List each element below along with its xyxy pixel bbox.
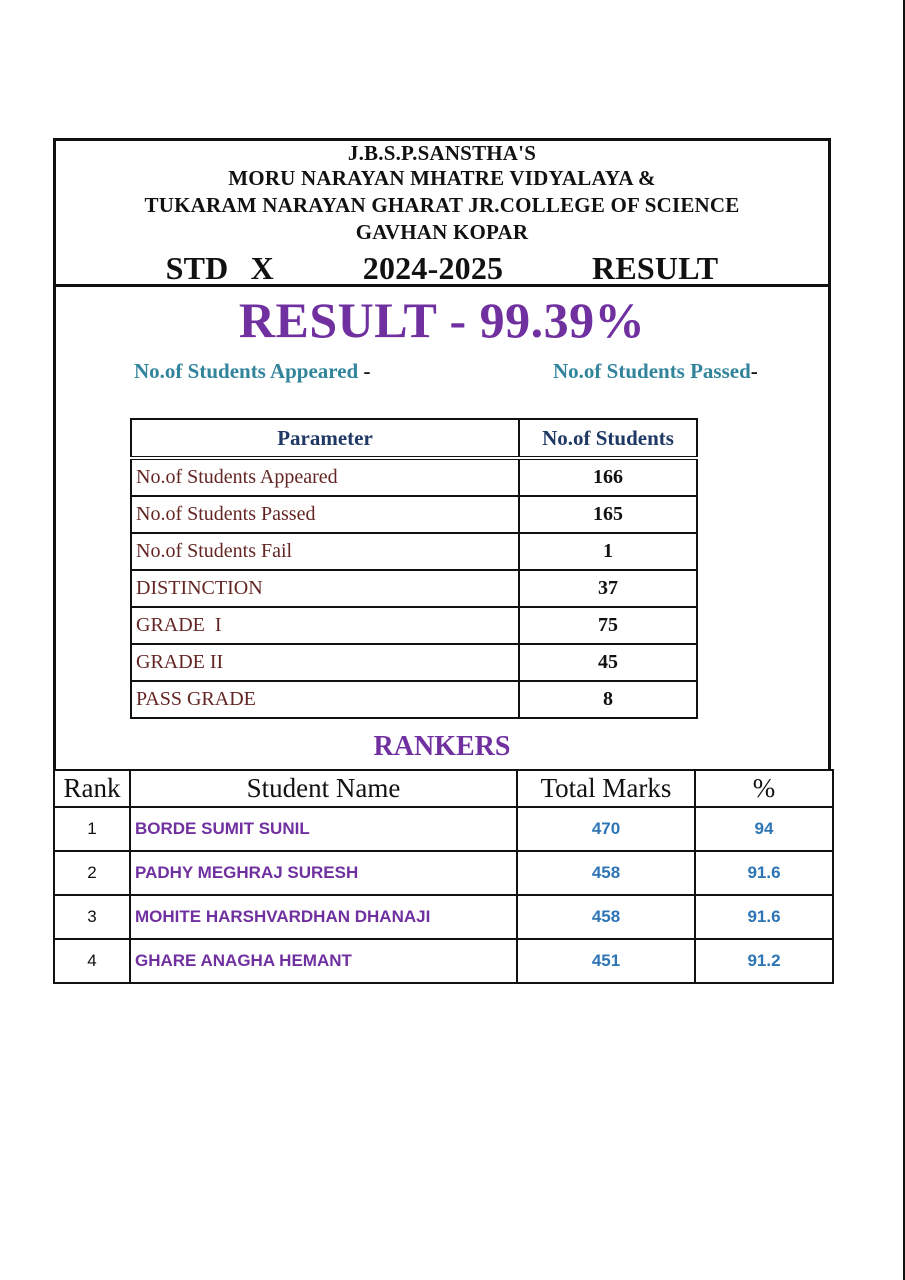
- parameter-label: No.of Students Fail: [131, 533, 519, 570]
- parameter-label: PASS GRADE: [131, 681, 519, 718]
- table-row: [131, 496, 697, 533]
- rank-cell: 2: [54, 851, 130, 895]
- overall-result-percent: RESULT - 99.39%: [238, 292, 646, 348]
- rank-cell: 4: [54, 939, 130, 983]
- rank-column-header: Rank: [54, 770, 130, 807]
- parameter-value: 45: [519, 644, 697, 681]
- parameter-value: 165: [519, 496, 697, 533]
- result-body: [53, 287, 831, 769]
- parameter-value: 1: [519, 533, 697, 570]
- result-sheet: [53, 138, 831, 769]
- table-row: [131, 644, 697, 681]
- parameter-value: 37: [519, 570, 697, 607]
- parameter-label: DISTINCTION: [131, 570, 519, 607]
- college-name: TUKARAM NARAYAN GHARAT JR.COLLEGE OF SCIENCE: [144, 193, 740, 217]
- percent-cell: 94: [695, 807, 833, 851]
- passed-label: No.of Students Passed: [553, 359, 751, 383]
- table-row: [131, 607, 697, 644]
- student-name-cell: PADHY MEGHRAJ SURESH: [130, 851, 517, 895]
- table-row: [131, 681, 697, 718]
- trust-name: J.B.S.P.SANSTHA'S: [347, 141, 537, 165]
- result-heading: STD X 2024-2025 RESULT: [165, 250, 719, 286]
- percent-cell: 91.6: [695, 851, 833, 895]
- parameter-value: 8: [519, 681, 697, 718]
- table-row: [54, 851, 833, 895]
- table-row: [54, 807, 833, 851]
- percent-cell: 91.6: [695, 895, 833, 939]
- student-name-cell: GHARE ANAGHA HEMANT: [130, 939, 517, 983]
- rankers-table: [53, 769, 834, 984]
- percent-column-header: %: [695, 770, 833, 807]
- table-row: [131, 458, 697, 496]
- student-name-cell: BORDE SUMIT SUNIL: [130, 807, 517, 851]
- table-row: [54, 895, 833, 939]
- school-name: MORU NARAYAN MHATRE VIDYALAYA &: [228, 166, 656, 190]
- table-row: [131, 533, 697, 570]
- parameter-label: No.of Students Appeared: [131, 458, 519, 496]
- rank-cell: 3: [54, 895, 130, 939]
- marks-column-header: Total Marks: [517, 770, 695, 807]
- parameter-header-row: [131, 419, 697, 458]
- rankers-title: RANKERS: [373, 731, 511, 762]
- parameter-value: 75: [519, 607, 697, 644]
- total-marks-cell: 470: [517, 807, 695, 851]
- school-header: [53, 138, 831, 287]
- table-row: [54, 939, 833, 983]
- appeared-dash: -: [358, 359, 371, 383]
- total-marks-cell: 451: [517, 939, 695, 983]
- parameter-label: GRADE I: [131, 607, 519, 644]
- parameter-label: No.of Students Passed: [131, 496, 519, 533]
- passed-dash: -: [750, 359, 758, 383]
- table-row: [131, 570, 697, 607]
- parameter-value: 166: [519, 458, 697, 496]
- percent-cell: 91.2: [695, 939, 833, 983]
- rankers-header-row: [54, 770, 833, 807]
- parameter-column-header: Parameter: [131, 419, 519, 458]
- student-name-cell: MOHITE HARSHVARDHAN DHANAJI: [130, 895, 517, 939]
- parameter-table: [130, 418, 698, 719]
- appeared-label: No.of Students Appeared: [134, 359, 359, 383]
- total-marks-cell: 458: [517, 895, 695, 939]
- total-marks-cell: 458: [517, 851, 695, 895]
- rank-cell: 1: [54, 807, 130, 851]
- appeared-summary: [134, 359, 370, 384]
- location: GAVHAN KOPAR: [355, 220, 529, 244]
- parameter-label: GRADE II: [131, 644, 519, 681]
- name-column-header: Student Name: [130, 770, 517, 807]
- passed-summary: [553, 359, 758, 384]
- count-column-header: No.of Students: [519, 419, 697, 458]
